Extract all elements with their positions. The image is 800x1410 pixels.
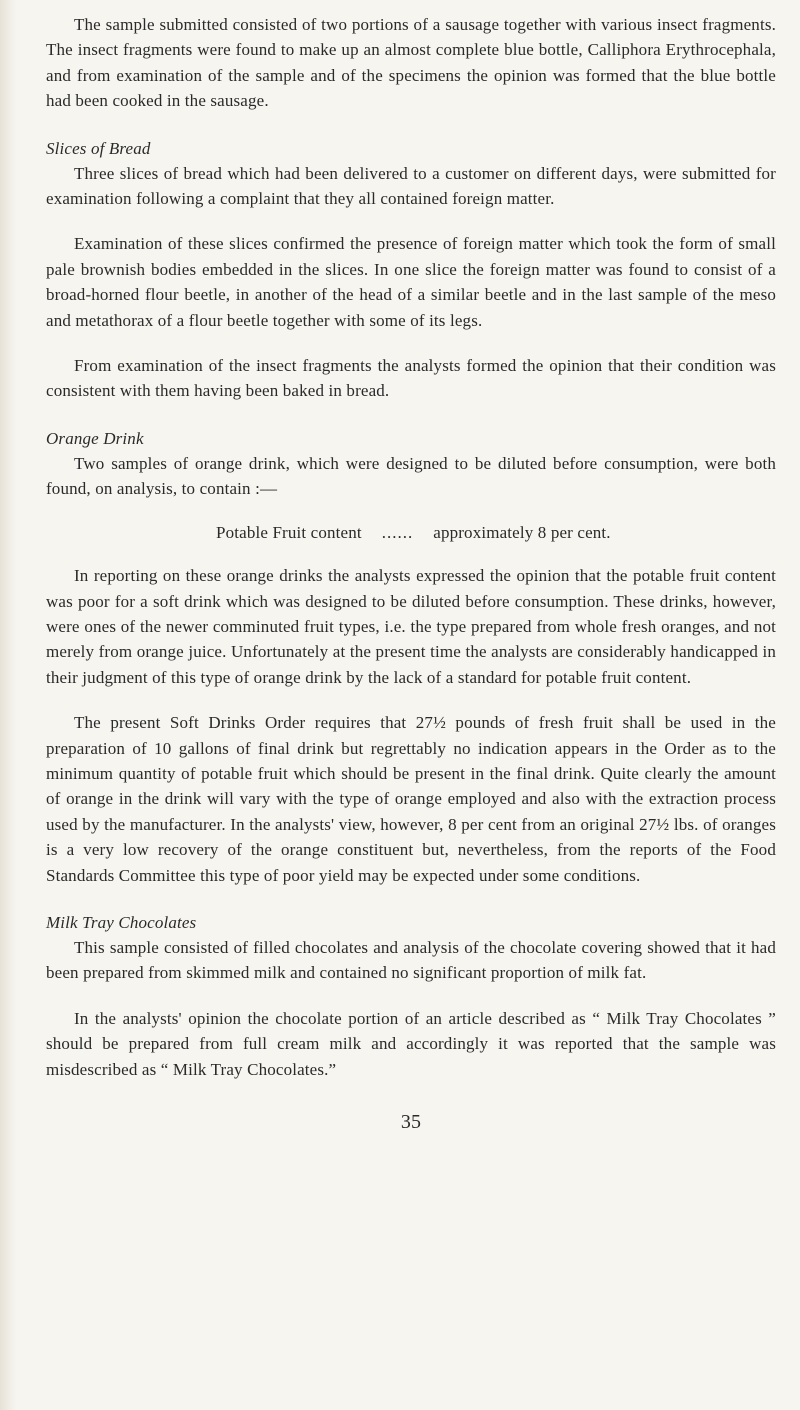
milk-tray-paragraph-1: This sample consisted of filled chocolates and analysis of the chocolate covering showed that it had been prepared from skimmed milk and contained no significant proportion of milk fat. (46, 937, 776, 983)
milk-tray-heading: Milk Tray Chocolates (46, 912, 197, 932)
orange-drink-heading: Orange Drink (46, 428, 144, 448)
orange-paragraph-1: Two samples of orange drink, which were designed to be diluted before consumption, were both found, on analysis, to contain :— (46, 453, 776, 499)
fruit-content-result (46, 520, 776, 545)
bread-paragraph-1: Three slices of bread which had been delivered to a customer on different days, were submitted for examination following a complaint that they all contained foreign matter. (46, 163, 776, 209)
sausage-paragraph: The sample submitted consisted of two portions of a sausage together with various insect fragments. The insect fragments were found to make up an almost complete blue bottle, Calliphora Erythrocephala, and from examination of the sample and of the specimens the opinion was formed that the blue bottle had been cooked in the sausage. (46, 15, 776, 111)
bread-paragraph-2: Examination of these slices confirmed the presence of foreign matter which took the form of small pale brownish bodies embedded in the slices. In one slice the foreign matter was found to consist of a broad-horned flour beetle, in another of the head of a similar beetle and in the last sample of the meso and metathorax of a flour beetle together with some of its legs. (46, 234, 776, 330)
milk-tray-paragraph-2: In the analysts' opinion the chocolate portion of an article described as “ Milk Tray Chocolates ” should be prepared from full cream milk and accordingly it was reported that the sample was misdescribed as “ Milk Tray Chocolates.” (46, 1008, 776, 1079)
bread-heading: Slices of Bread (46, 138, 151, 158)
result-leader: ...... (381, 522, 414, 542)
orange-paragraph-2: In reporting on these orange drinks the analysts expressed the opinion that the potable fruit content was poor for a soft drink which was designed to be diluted before consumption. These drinks, however, were ones of the newer comminuted fruit types, i.e. the type prepared from whole fresh oranges, and not merely from orange juice. Unfortunately at the present time the analysts are considerably handicapped in their judgment of this type of orange drink by the lack of a standard for potable fruit content. (46, 566, 776, 687)
orange-paragraph-3: The present Soft Drinks Order requires that 27½ pounds of fresh fruit shall be used in the preparation of 10 gallons of final drink but regrettably no indication appears in the Order as to the minimum quantity of potable fruit which should be present in the final drink. Quite clearly the amount of orange in the drink will vary with the type of orange employed and also with the extraction process used by the manufacturer. In the analysts' view, however, 8 per cent from an original 27½ lbs. of oranges is a very low recovery of the orange constituent but, nevertheless, from the reports of the Food Standards Committee this type of poor yield may be expected under some conditions. (46, 713, 776, 885)
bread-paragraph-3: From examination of the insect fragments the analysts formed the opinion that their condition was consistent with them having been baked in bread. (46, 356, 776, 401)
page-number: 35 (400, 1111, 422, 1133)
result-label: Potable Fruit content (216, 522, 362, 542)
result-value: approximately 8 per cent. (433, 522, 611, 542)
